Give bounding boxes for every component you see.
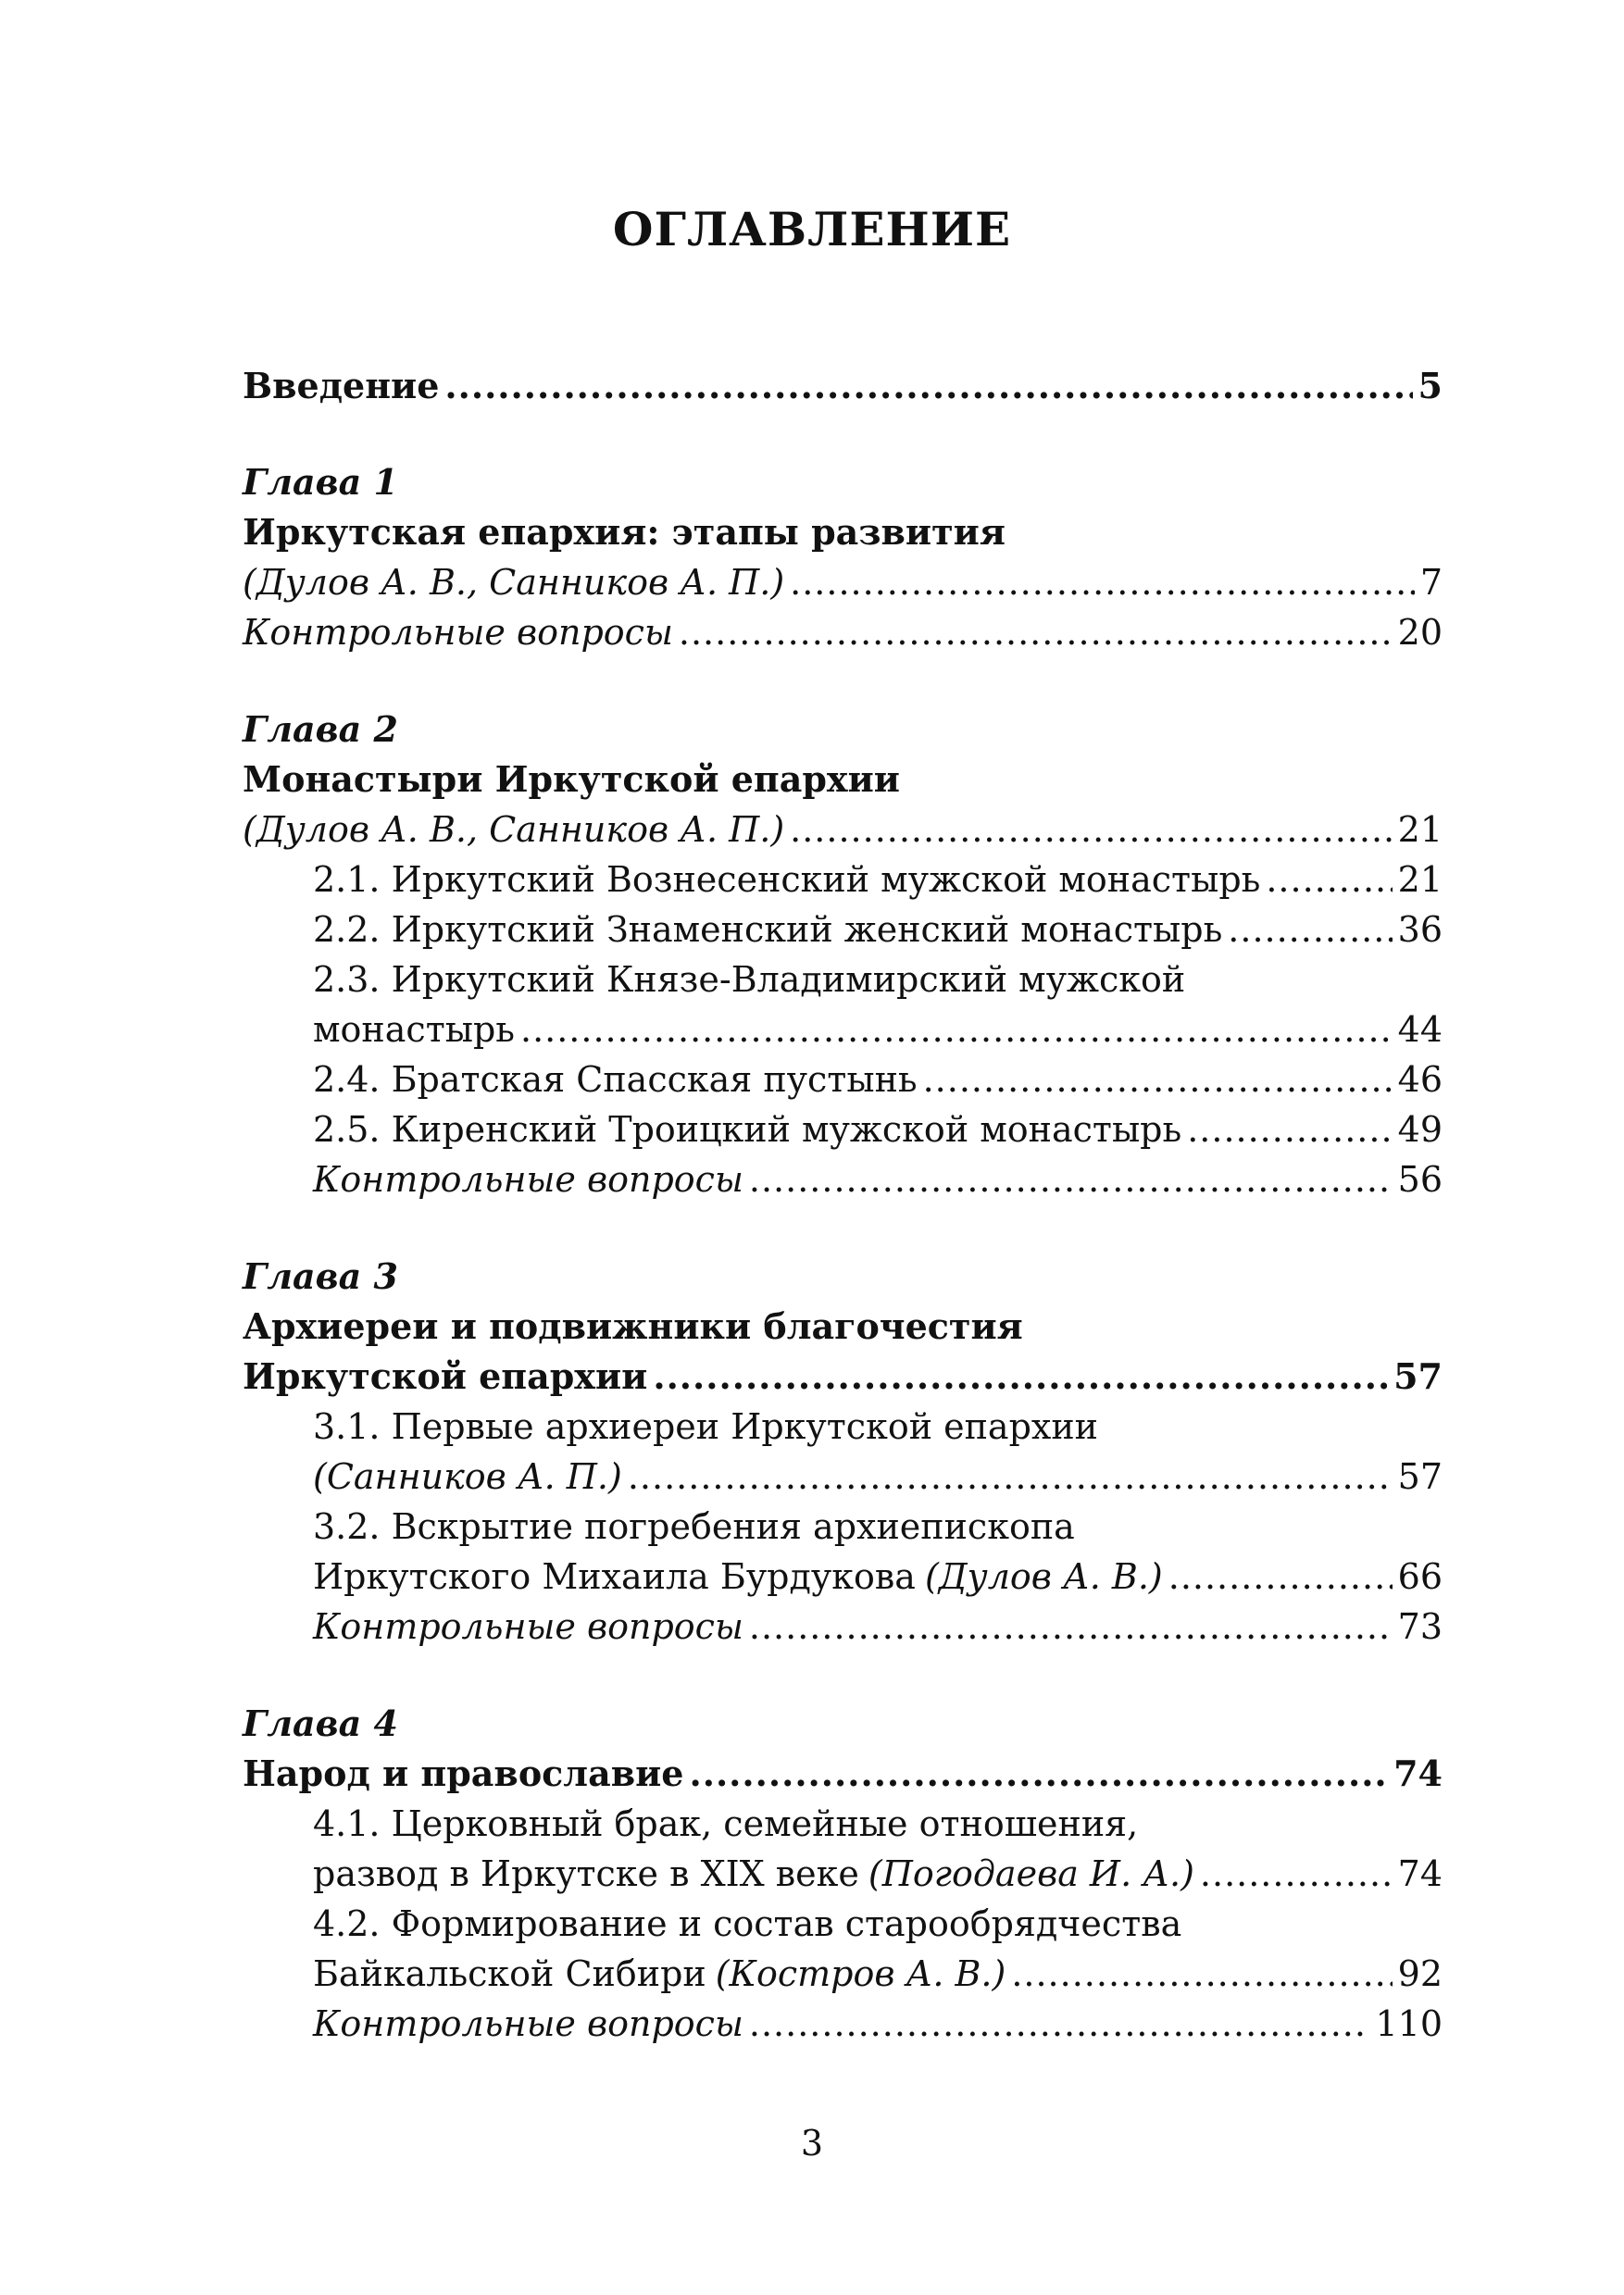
section-text-line: 4.1. Церковный брак, семейные отношения, [313,1803,1139,1844]
toc-page-number: 74 [1397,1853,1443,1894]
section-text: монастырь [313,1009,515,1050]
dot-leader [923,1054,1393,1104]
dot-leader [749,1999,1370,2049]
section-text: Байкальской Сибири [313,1953,706,1994]
toc-entry-questions[interactable] [243,1999,1443,2049]
toc-entry-authors[interactable] [243,804,1443,854]
dot-leader [628,1452,1393,1502]
toc-page-number: 110 [1375,2003,1443,2044]
questions-text: Контрольные вопросы [313,1606,743,1647]
dot-leader [790,557,1415,607]
section-text-line: 3.2. Вскрытие погребения архиепископа [313,1506,1075,1547]
toc-entry-authors[interactable] [243,557,1443,607]
toc-entry-questions[interactable] [243,1154,1443,1204]
toc-page-number: 73 [1397,1606,1443,1647]
authors-text: (Дулов А. В., Санников А. П.) [243,562,785,603]
toc-entry-section[interactable] [243,904,1443,954]
toc-entry-section[interactable] [243,1054,1443,1104]
dot-leader [1011,1949,1392,1999]
toc-page-number: 74 [1393,1752,1443,1794]
toc-page-number: 21 [1397,809,1443,850]
section-text-line: 4.2. Формирование и состав старообрядчества [313,1903,1182,1944]
section-author: (Санников А. П.) [313,1456,622,1497]
dot-leader [653,1352,1388,1402]
chapter-title: Народ и православие [243,1752,684,1794]
section-text: 2.5. Киренский Троицкий мужской монастырь [313,1109,1182,1150]
toc-page-number: 49 [1397,1109,1443,1150]
toc-page-number: 57 [1393,1355,1443,1397]
toc-entry-section[interactable] [243,854,1443,904]
toc-page-number: 92 [1397,1953,1443,1994]
toc-entry-chapter-title[interactable] [243,1749,1443,1799]
toc-page-number: 56 [1397,1159,1443,1200]
toc-entry-section[interactable] [243,1949,1443,1999]
page-number: 3 [800,2123,824,2164]
chapter-heading: Глава 2 [243,708,398,750]
dot-leader [1168,1552,1393,1602]
section-text-line: 2.3. Иркутский Князе-Владимирский мужской [313,959,1186,1000]
toc-page-number: 44 [1397,1009,1443,1050]
toc-page-number: 20 [1397,612,1443,653]
section-text: 2.4. Братская Спасская пустынь [313,1059,918,1100]
questions-text: Контрольные вопросы [313,1159,743,1200]
toc-page-number: 5 [1418,365,1443,406]
toc-page-number: 66 [1397,1556,1443,1597]
toc-entry-section[interactable] [243,1849,1443,1899]
dot-leader [520,1004,1393,1054]
chapter-heading: Глава 3 [243,1255,398,1297]
toc-entry-questions[interactable] [243,607,1443,657]
toc-entry-questions[interactable] [243,1602,1443,1652]
toc-page-number: 7 [1419,562,1443,603]
toc-entry-section[interactable] [243,1004,1443,1054]
chapter-title: Архиереи и подвижники благочестия [243,1305,1023,1347]
chapter-heading: Глава 4 [243,1703,398,1744]
dot-leader [1266,854,1392,904]
toc-page-number: 46 [1397,1059,1443,1100]
chapter-heading: Глава 1 [243,461,398,503]
section-author: (Дулов А. В.) [924,1556,1163,1597]
toc-page-number: 36 [1397,909,1443,950]
chapter-title: Монастыри Иркутской епархии [243,758,900,800]
toc-entry-label: Введение [243,365,440,406]
dot-leader [689,1749,1388,1799]
toc-entry-section[interactable] [243,1552,1443,1602]
authors-text: (Дулов А. В., Санников А. П.) [243,809,785,850]
chapter-title: Иркутская епархия: этапы развития [243,511,1006,553]
dot-leader [1228,904,1392,954]
questions-text: Контрольные вопросы [313,2003,743,2044]
dot-leader [1200,1849,1393,1899]
dot-leader [749,1154,1393,1204]
dot-leader [1187,1104,1392,1154]
dot-leader [790,804,1393,854]
toc-entry-chapter-title[interactable] [243,1352,1443,1402]
dot-leader [749,1602,1393,1652]
section-text: Иркутского Михаила Бурдукова [313,1556,916,1597]
questions-text: Контрольные вопросы [243,612,673,653]
dot-leader [679,607,1393,657]
toc-entry-intro[interactable] [243,361,1443,411]
dot-leader [444,361,1412,411]
toc-entry-section[interactable] [243,1452,1443,1502]
toc-page-number: 57 [1397,1456,1443,1497]
section-text: 2.2. Иркутский Знаменский женский монастырь [313,909,1223,950]
chapter-title: Иркутской епархии [243,1355,648,1397]
section-text: развод в Иркутске в XIX веке [313,1853,859,1894]
toc-entry-section[interactable] [243,1104,1443,1154]
section-text-line: 3.1. Первые архиереи Иркутской епархии [313,1406,1098,1447]
section-author: (Костров А. В.) [715,1953,1006,1994]
page-title: ОГЛАВЛЕНИЕ [612,202,1012,256]
table-of-contents [243,361,1443,2049]
section-author: (Погодаева И. А.) [868,1853,1194,1894]
toc-page-number: 21 [1397,859,1443,900]
section-text: 2.1. Иркутский Вознесенский мужской монастырь [313,859,1261,900]
